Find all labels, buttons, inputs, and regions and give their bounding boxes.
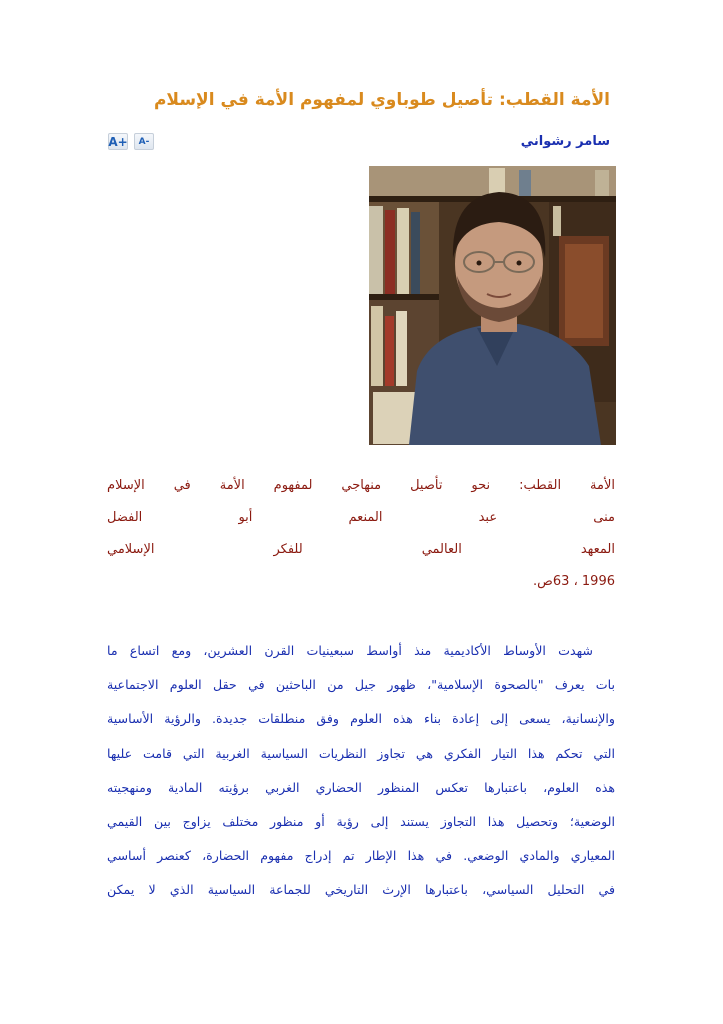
- book-publisher-word: العالمي: [421, 542, 462, 557]
- book-title-word: نحو: [471, 478, 491, 493]
- book-author-word: المنعم: [348, 510, 383, 525]
- book-title-word: منهاجي: [341, 478, 382, 493]
- body-line: شهدت الأوساط الأكاديمية منذ أواسط سبعينيات القرن العشرين، ومع اتساع ما: [107, 643, 593, 658]
- article-title: الأمة القطب: تأصيل طوباوي لمفهوم الأمة في الإسلام: [153, 90, 610, 110]
- body-line: التي تحكم هذا التيار الفكري هي تجاوز النظريات السياسية الغربية التي قامت عليها: [107, 745, 615, 761]
- body-line: في التحليل السياسي، باعتبارها الإرث التاريخي للجماعة السياسية الذي لا يمكن: [107, 882, 615, 898]
- book-title-word: لمفهوم: [273, 478, 313, 493]
- increase-font-button[interactable]: [108, 133, 128, 150]
- book-publisher-line: [107, 542, 615, 574]
- body-line: الوضعية؛ وتحصيل هذا التجاوز يستند إلى رؤية أو منظور مختلف يزاوج بين القيمي: [107, 814, 615, 830]
- body-line: والإنسانية، يسعى إلى إعادة بناء هذه العلوم وفق منطلقات جديدة. والرؤية الأساسية: [107, 711, 615, 727]
- book-year-pages: 1996 ، 63ص.: [533, 574, 615, 589]
- book-title-line: [107, 478, 615, 510]
- body-line: هذه العلوم، باعتبارها تعكس المنظور الحضاري الغربي برؤيته المادية ومنهجيته: [107, 779, 615, 795]
- book-publisher-word: الإسلامي: [107, 542, 155, 557]
- book-author-line: [107, 510, 615, 542]
- body-line: المعياري والمادي الوضعي. في هذا الإطار تم إدراج مفهوم الحضارة، كعنصر أساسي: [107, 848, 615, 864]
- author-photo: [369, 166, 616, 445]
- book-author-word: الفضل: [107, 510, 143, 525]
- body-line: بات يعرف "بالصحوة الإسلامية"، ظهور جيل من الباحثين في حقل العلوم الاجتماعية: [107, 677, 615, 693]
- book-title-word: الأمة: [219, 478, 245, 493]
- book-author-word: عبد: [478, 510, 498, 525]
- book-title-word: الأمة: [590, 478, 615, 493]
- book-publisher-word: للفكر: [273, 542, 303, 557]
- book-title-word: في: [173, 478, 191, 493]
- book-year-line: [107, 574, 615, 606]
- article-body: [107, 634, 615, 908]
- book-title-word: تأصيل: [410, 478, 443, 493]
- decrease-font-icon: A-: [138, 136, 150, 147]
- author-name[interactable]: سامر رشواني: [520, 134, 610, 149]
- book-info: [107, 478, 615, 606]
- book-author-word: منى: [593, 510, 615, 525]
- increase-font-icon: A+: [108, 134, 128, 149]
- book-title-word: الإسلام: [107, 478, 145, 493]
- book-author-word: أبو: [238, 510, 253, 525]
- font-size-controls: [108, 133, 154, 150]
- book-title-word: القطب:: [519, 478, 562, 493]
- book-publisher-word: المعهد: [580, 542, 615, 557]
- decrease-font-button[interactable]: [134, 133, 154, 150]
